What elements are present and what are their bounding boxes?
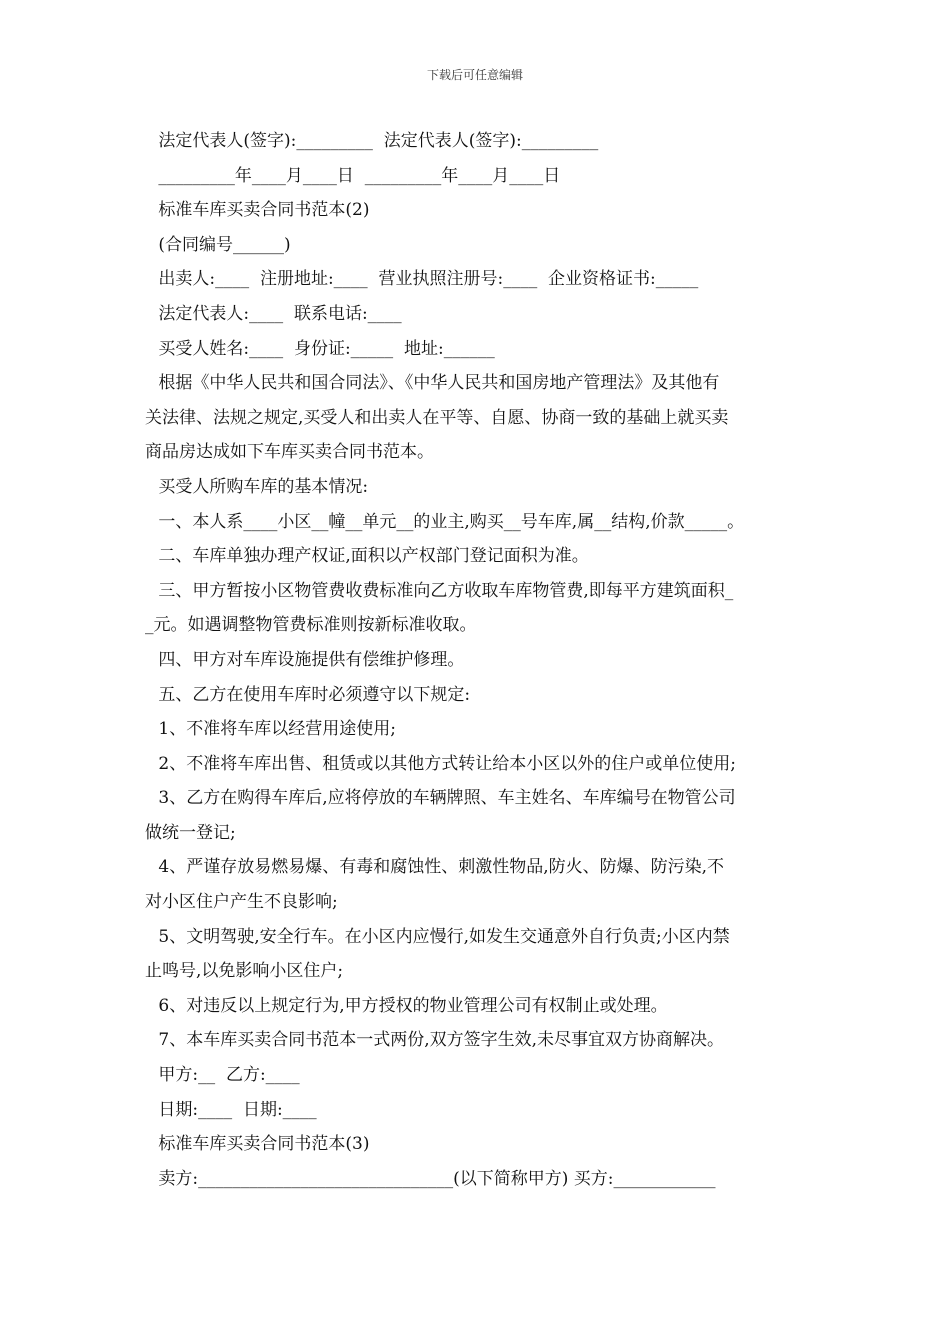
document-line: _元。如遇调整物管费标准则按新标准收取。	[145, 615, 477, 636]
document-line: 止鸣号,以免影响小区住户;	[145, 961, 344, 982]
document-line: 对小区住户产生不良影响;	[145, 892, 338, 913]
document-line: 三、甲方暂按小区物管费收费标准向乙方收取车库物管费,即每平方建筑面积_	[153, 580, 734, 601]
document-line: 标准车库买卖合同书范本(2)	[153, 200, 370, 221]
document-line: 6、对违反以上规定行为,甲方授权的物业管理公司有权制止或处理。	[153, 995, 668, 1016]
document-line: 4、严谨存放易燃易爆、有毒和腐蚀性、刺激性物品,防火、防爆、防污染,不	[153, 857, 725, 878]
document-line: 商品房达成如下车库买卖合同书范本。	[145, 442, 434, 463]
document-line: 5、文明驾驶,安全行车。在小区内应慢行,如发生交通意外自行负责;小区内禁	[153, 926, 730, 947]
document-line: 买受人姓名:____ 身份证:_____ 地址:______	[153, 338, 495, 359]
document-line: 甲方:__ 乙方:____	[153, 1065, 300, 1086]
document-line: 根据《中华人民共和国合同法》、《中华人民共和国房地产管理法》及其他有	[153, 373, 720, 394]
document-line: 一、本人系____小区__幢__单元__的业主,购买__号车库,属__结构,价款_____。	[153, 511, 745, 532]
document-line: 买受人所购车库的基本情况:	[153, 476, 369, 497]
document-line: 做统一登记;	[145, 822, 236, 843]
document-line: 7、本车库买卖合同书范本一式两份,双方签字生效,未尽事宜双方协商解决。	[153, 1030, 725, 1051]
document-line: 二、车库单独办理产权证,面积以产权部门登记面积为准。	[153, 546, 589, 567]
document-line: 出卖人:____ 注册地址:____ 营业执照注册号:____ 企业资格证书:_____	[153, 269, 699, 290]
document-line: 2、不准将车库出售、租赁或以其他方式转让给本小区以外的住户或单位使用;	[153, 753, 736, 774]
document-line: 五、乙方在使用车库时必须遵守以下规定:	[153, 684, 471, 705]
document-line: 四、甲方对车库设施提供有偿维护修理。	[153, 649, 465, 670]
document-line: 3、乙方在购得车库后,应将停放的车辆牌照、车主姓名、车库编号在物管公司	[153, 788, 736, 809]
page-header-note: 下载后可任意编辑	[426, 68, 523, 82]
document-line: 1、不准将车库以经营用途使用;	[153, 719, 396, 740]
document-line: (合同编号______)	[153, 234, 291, 255]
document-line: 关法律、法规之规定,买受人和出卖人在平等、自愿、协商一致的基础上就买卖	[145, 407, 729, 428]
document-line: 法定代表人:____ 联系电话:____	[153, 303, 402, 324]
document-body	[145, 124, 820, 1196]
document-line: _________年____月____日 _________年____月____日	[153, 165, 561, 186]
document-line: 卖方:______________________________(以下简称甲方) 买方:____________	[153, 1168, 716, 1189]
document-line: 日期:____ 日期:____	[153, 1099, 317, 1120]
document-line: 标准车库买卖合同书范本(3)	[153, 1134, 370, 1155]
document-line: 法定代表人(签字):_________ 法定代表人(签字):_________	[153, 131, 599, 151]
